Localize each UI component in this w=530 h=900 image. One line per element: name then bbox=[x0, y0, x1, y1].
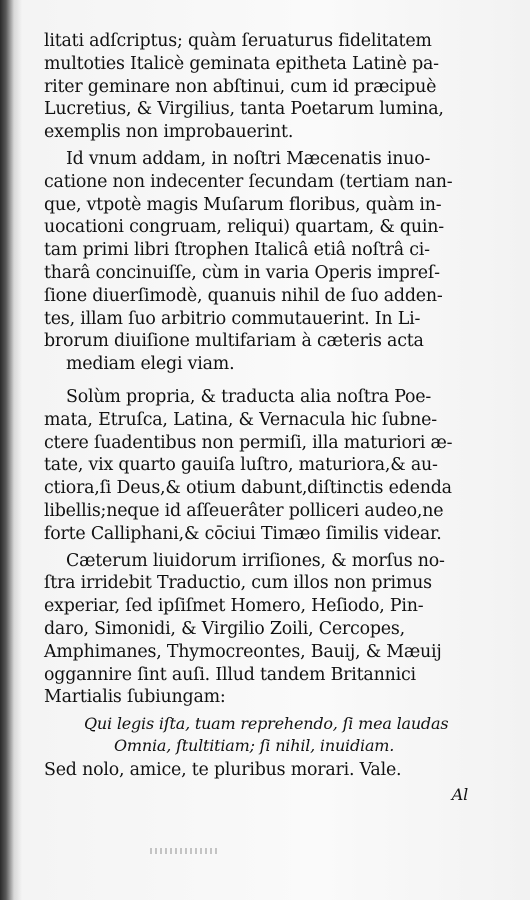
text-line: catione non indecenter ſecundam (tertiam nan- bbox=[44, 171, 453, 192]
text-line: exemplis non improbauerint. bbox=[44, 122, 294, 143]
epigram-quote bbox=[44, 713, 474, 757]
text-line: uocationi congruam, reliqui) quartam, & quin- bbox=[44, 217, 444, 238]
text-line: Solùm propria, & traducta alia noſtra Poe- bbox=[66, 386, 432, 407]
text-line: mediam elegi viam. bbox=[66, 354, 235, 375]
text-line: multoties Italicè geminata epitheta Latinè pa- bbox=[44, 53, 439, 74]
paragraph-3 bbox=[44, 386, 474, 546]
text-line: Amphimanes, Thymocreontes, Bauij, & Mæuij bbox=[44, 641, 442, 662]
quote-line: Omnia, ſtultitiam; ſi nihil, inuidiam. bbox=[114, 736, 395, 756]
text-line: libellis;neque id aſſeuerâter polliceri audeo,ne bbox=[44, 500, 444, 521]
text-line: litati adſcriptus; quàm ſeruaturus fidelitatem bbox=[44, 31, 432, 51]
text-line: Id vnum addam, in noſtri Mæcenatis inuo- bbox=[66, 148, 431, 169]
text-line: tes, illam ſuo arbitrio commutauerint. In Li- bbox=[44, 308, 421, 329]
text-line: brorum diuiſione multifariam à cæteris acta bbox=[44, 331, 424, 352]
text-line: mata, Etruſca, Latina, & Vernacula hic ſubne- bbox=[44, 409, 437, 430]
quote-line: Qui legis iſta, tuam reprehendo, ſi mea laudas bbox=[84, 714, 449, 734]
text-line: Martialis ſubiungam: bbox=[44, 687, 226, 708]
text-line: forte Calliphani,& cōciui Timæo ſimilis videar. bbox=[44, 523, 442, 544]
catchword: Al bbox=[451, 784, 468, 804]
text-line: Lucretius, & Virgilius, tanta Poetarum lumina, bbox=[44, 99, 444, 120]
text-line: experiar, ſed ipſiſmet Homero, Heſiodo, Pin- bbox=[44, 596, 424, 617]
text-line: riter geminare non abſtinui, cum id præcipuè bbox=[44, 76, 437, 97]
text-line: ctiora,ſi Deus,& otium dabunt,diſtinctis edenda bbox=[44, 478, 452, 499]
text-line: ſione diuerſimodè, quanuis nihil de ſuo adden- bbox=[44, 285, 443, 306]
paragraph-4 bbox=[44, 550, 474, 710]
text-line: tate, vix quarto gauiſa luſtro, maturiora,& au- bbox=[44, 455, 438, 476]
ink-smudge bbox=[150, 848, 220, 854]
paragraph-1 bbox=[44, 30, 474, 144]
text-line: tam primi libri ſtrophen Italicâ etiâ noſtrâ ci- bbox=[44, 240, 430, 261]
closing-line: Sed nolo, amice, te pluribus morari. Vale. bbox=[44, 760, 402, 781]
text-line: ctere ſuadentibus non permiſi, illa maturiori æ- bbox=[44, 432, 453, 453]
text-line: oggannire ſint auſi. Illud tandem Britannici bbox=[44, 664, 416, 685]
page-text bbox=[44, 30, 474, 807]
text-line: tharâ concinuiſſe, cùm in varia Operis impreſ- bbox=[44, 262, 440, 283]
paragraph-2 bbox=[44, 148, 474, 376]
text-line: daro, Simonidi, & Virgilio Zoili, Cercopes, bbox=[44, 618, 405, 639]
text-line: ſtra irridebit Traductio, cum illos non primus bbox=[44, 573, 432, 594]
text-line: que, vtpotè magis Muſarum floribus, quàm in- bbox=[44, 194, 442, 215]
text-line: Cæterum liuidorum irriſiones, & morſus no- bbox=[66, 550, 445, 571]
